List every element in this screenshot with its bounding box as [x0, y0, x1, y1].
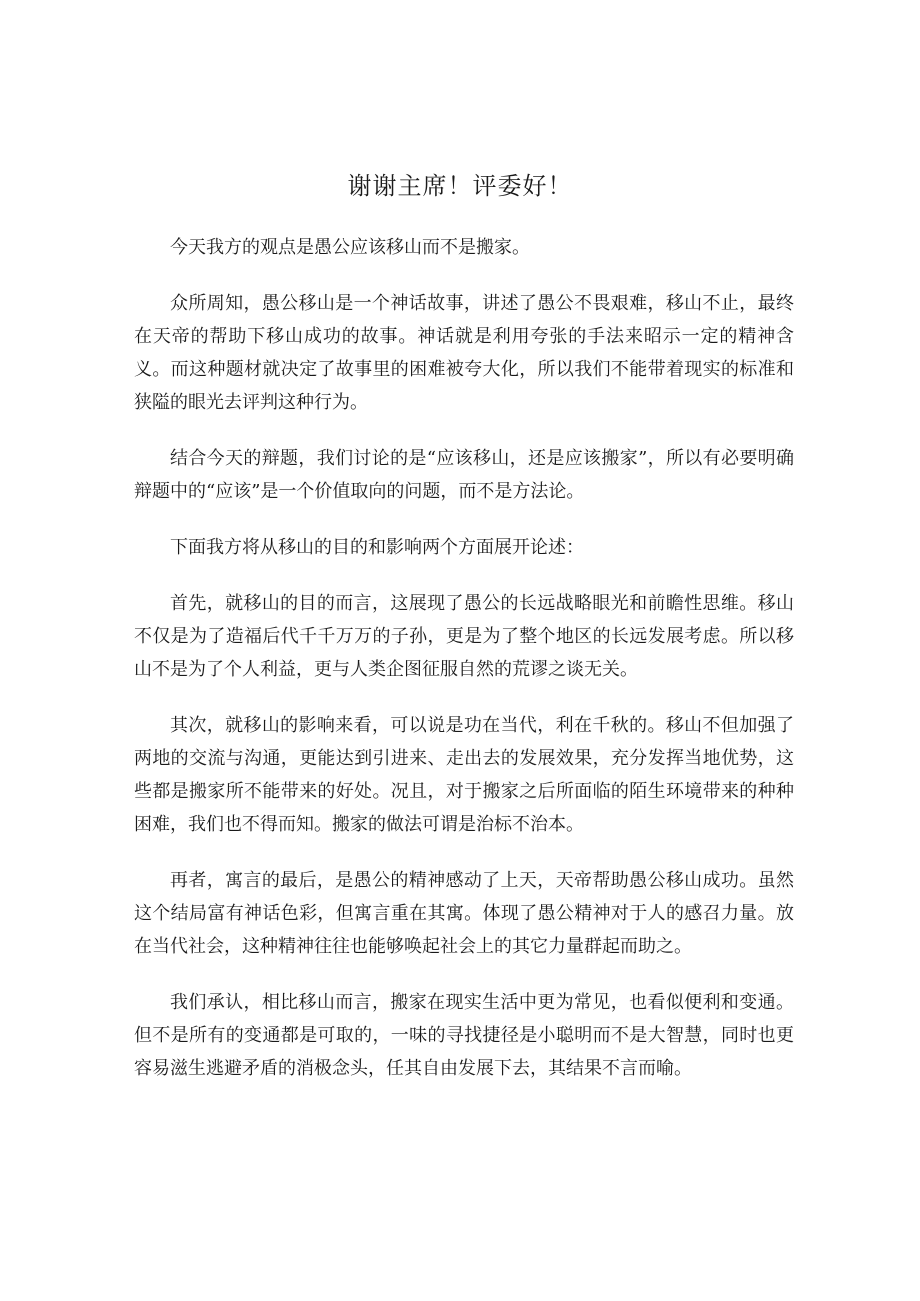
- document-body: [134, 231, 794, 1108]
- paragraph-outline: 下面我方将从移山的目的和影响两个方面展开论述：: [170, 537, 584, 558]
- paragraph-third-point: 再者，寓言的最后，是愚公的精神感动了上天，天帝帮助愚公移山成功。虽然这个结局富有神话色彩，但寓言重在其寓。体现了愚公精神对于人的感召力量。放在当代社会，这种精神往往也能够唤起社会上的其它力量群起而助之。: [134, 870, 794, 957]
- paragraph-background: 众所周知，愚公移山是一个神话故事，讲述了愚公不畏艰难，移山不止，最终在天帝的帮助下移山成功的故事。神话就是利用夸张的手法来昭示一定的精神含义。而这种题材就决定了故事里的困难被夸大化，所以我们不能带着现实的标准和狭隘的眼光去评判这种行为。: [134, 293, 794, 413]
- paragraph-topic-definition: 结合今天的辩题，我们讨论的是“应该移山，还是应该搬家”，所以有必要明确辩题中的“应该”是一个价值取向的问题，而不是方法论。: [134, 448, 794, 502]
- paragraph-conclusion: 我们承认，相比移山而言，搬家在现实生活中更为常见，也看似便利和变通。但不是所有的变通都是可取的，一味的寻找捷径是小聪明而不是大智慧，同时也更容易滋生逃避矛盾的消极念头，任其自由发展下去，其结果不言而喻。: [134, 992, 794, 1079]
- paragraph-second-point: 其次，就移山的影响来看，可以说是功在当代，利在千秋的。移山不但加强了两地的交流与沟通，更能达到引进来、走出去的发展效果，充分发挥当地优势，这些都是搬家所不能带来的好处。况且，对于搬家之后所面临的陌生环境带来的种种困难，我们也不得而知。搬家的做法可谓是治标不治本。: [134, 715, 794, 835]
- paragraph-first-point: 首先，就移山的目的而言，这展现了愚公的长远战略眼光和前瞻性思维。移山不仅是为了造福后代千千万万的子孙，更是为了整个地区的长远发展考虑。所以移山不是为了个人利益，更与人类企图征服自然的荒谬之谈无关。: [134, 593, 794, 680]
- document-title: 谢谢主席！评委好！: [347, 172, 573, 200]
- paragraph-intro: 今天我方的观点是愚公应该移山而不是搬家。: [170, 237, 530, 258]
